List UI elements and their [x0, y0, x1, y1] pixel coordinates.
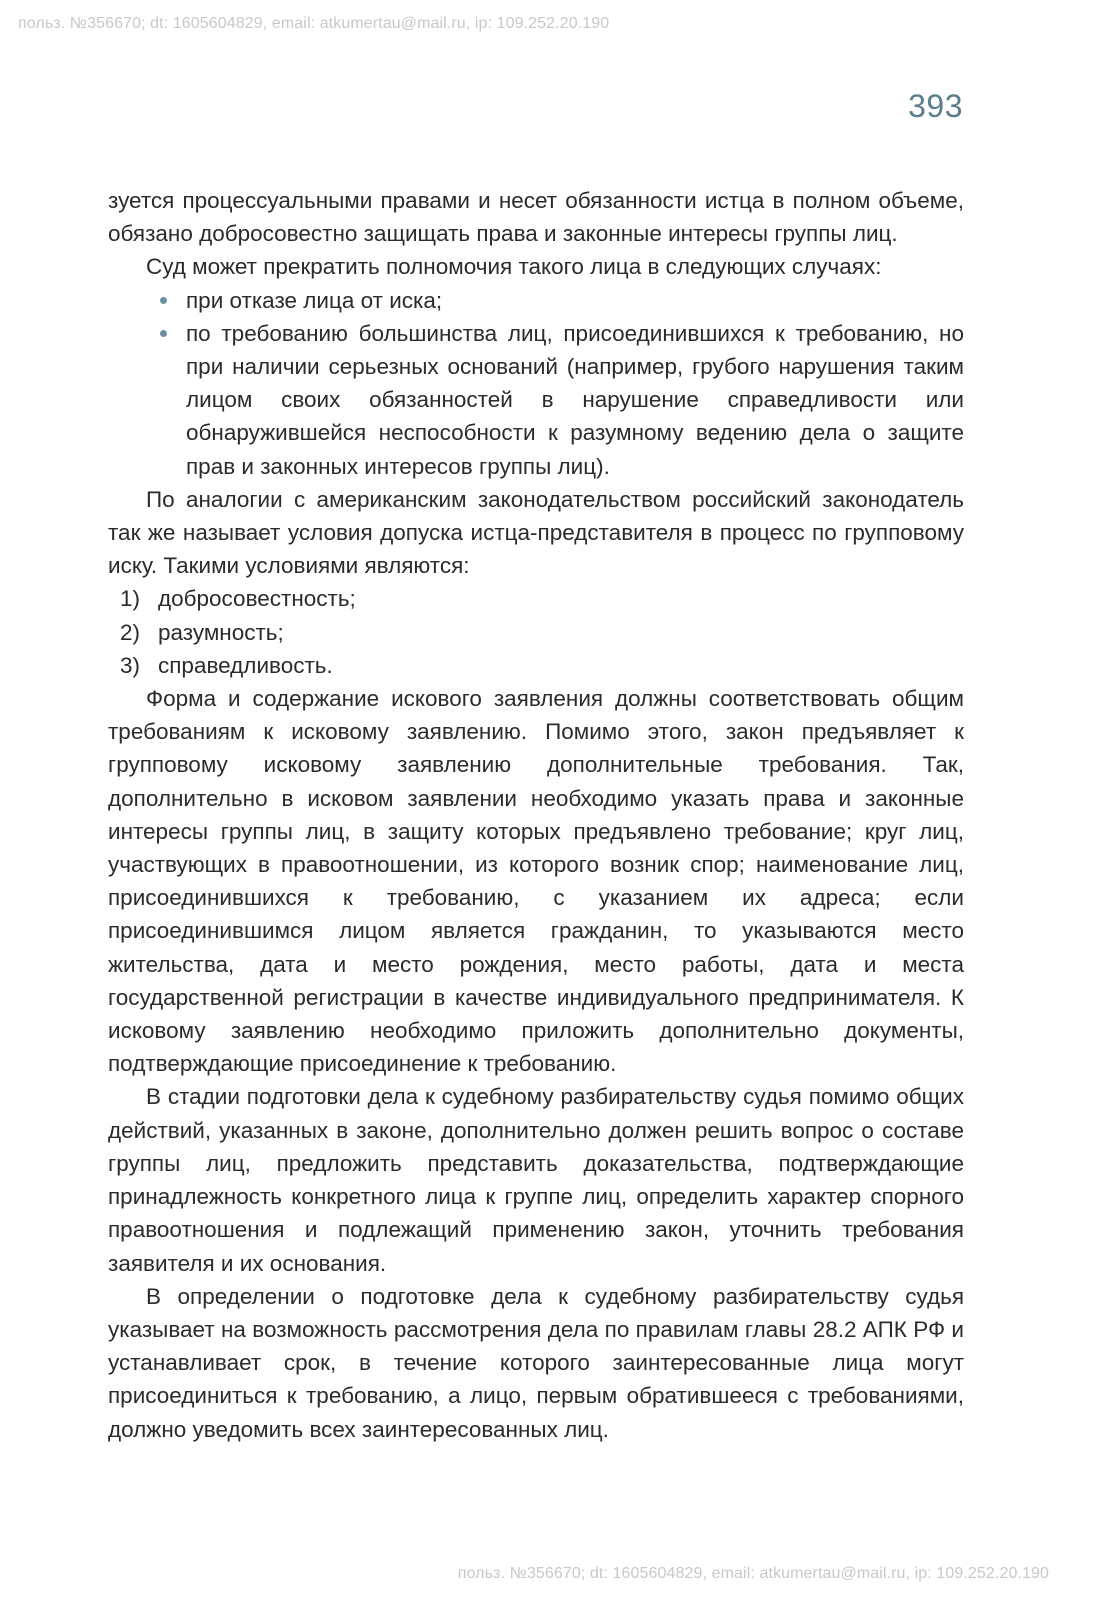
paragraph-5: В стадии подготовки дела к судебному разбирательству судья помимо общих действий, указанных в законе, дополнительно должен решить вопрос о составе группы лиц, предложить представить доказательства, подтверждающие принадлежность конкретного лица к группе лиц, определить характер спорного правоотношения и подлежащий применению закон, уточнить требования заявителя и их основания. — [108, 1084, 964, 1276]
list-item — [120, 616, 964, 649]
numbered-list — [108, 582, 964, 682]
bullet-icon — [160, 297, 167, 304]
list-text: справедливость. — [158, 652, 333, 678]
paragraph-6: В определении о подготовке дела к судебному разбирательству судья указывает на возможность рассмотрения дела по правилам главы 28.2 АПК РФ и устанавливает срок, в течение которого заинтересованные лица могут присоединиться к требованию, а лицо, первым обратившееся с требованиями, должно уведомить всех заинтересованных лиц. — [108, 1283, 964, 1442]
list-text: разумность; — [158, 619, 284, 645]
watermark-bottom: польз. №356670; dt: 1605604829, email: atkumertau@mail.ru, ip: 109.252.20.190 — [457, 1565, 1049, 1582]
bullet-text: по требованию большинства лиц, присоединившихся к требованию, но при наличии серьезных оснований (например, грубого нарушения таким лицом своих обязанностей в нарушение справедливости или обнаружившейся неспособности к разумному ведению дела о защите прав и законных интересов группы лиц). — [186, 320, 964, 479]
watermark-top: польз. №356670; dt: 1605604829, email: atkumertau@mail.ru, ip: 109.252.20.190 — [18, 15, 610, 32]
list-item — [120, 649, 964, 682]
list-number: 3) — [120, 652, 141, 678]
paragraph-1: зуется процессуальными правами и несет обязанности истца в полном объеме, обязано добросовестно защищать права и законные интересы группы лиц. — [108, 188, 964, 247]
paragraph-2: Суд может прекратить полномочия такого лица в следующих случаях: — [146, 254, 882, 280]
bullet-text: при отказе лица от иска; — [186, 287, 443, 313]
paragraph-4: Форма и содержание искового заявления должны соответствовать общим требованиям к исковому заявлению. Помимо этого, закон предъявляет к групповому исковому заявлению дополнительные требования. Так, дополнительно в исковом заявлении необходимо указать права и законные интересы группы лиц, в защиту которых предъявлено требование; круг лиц, участвующих в правоотношении, из которого возник спор; наименование лиц, присоединившихся к требованию, с указанием их адреса; если присоединившимся лицом является гражданин, то указываются место жительства, дата и место рождения, место работы, дата и места государственной регистрации в качестве индивидуального предпринимателя. К исковому заявлению необходимо приложить дополнительно документы, подтверждающие присоединение к требованию. — [108, 686, 964, 1077]
list-text: добросовестность; — [158, 586, 356, 612]
list-item — [120, 582, 964, 615]
paragraph-3: По аналогии с американским законодательством российский законодатель так же называет условия допуска истца-представителя в процесс по групповому иску. Такими условиями являются: — [108, 486, 964, 579]
list-item — [186, 284, 964, 317]
list-number: 2) — [120, 619, 141, 645]
page-number: 393 — [908, 88, 963, 124]
list-number: 1) — [120, 586, 141, 612]
list-item — [186, 317, 964, 483]
bullet-list — [108, 284, 964, 483]
bullet-icon — [160, 330, 167, 337]
page-body — [108, 184, 964, 1446]
